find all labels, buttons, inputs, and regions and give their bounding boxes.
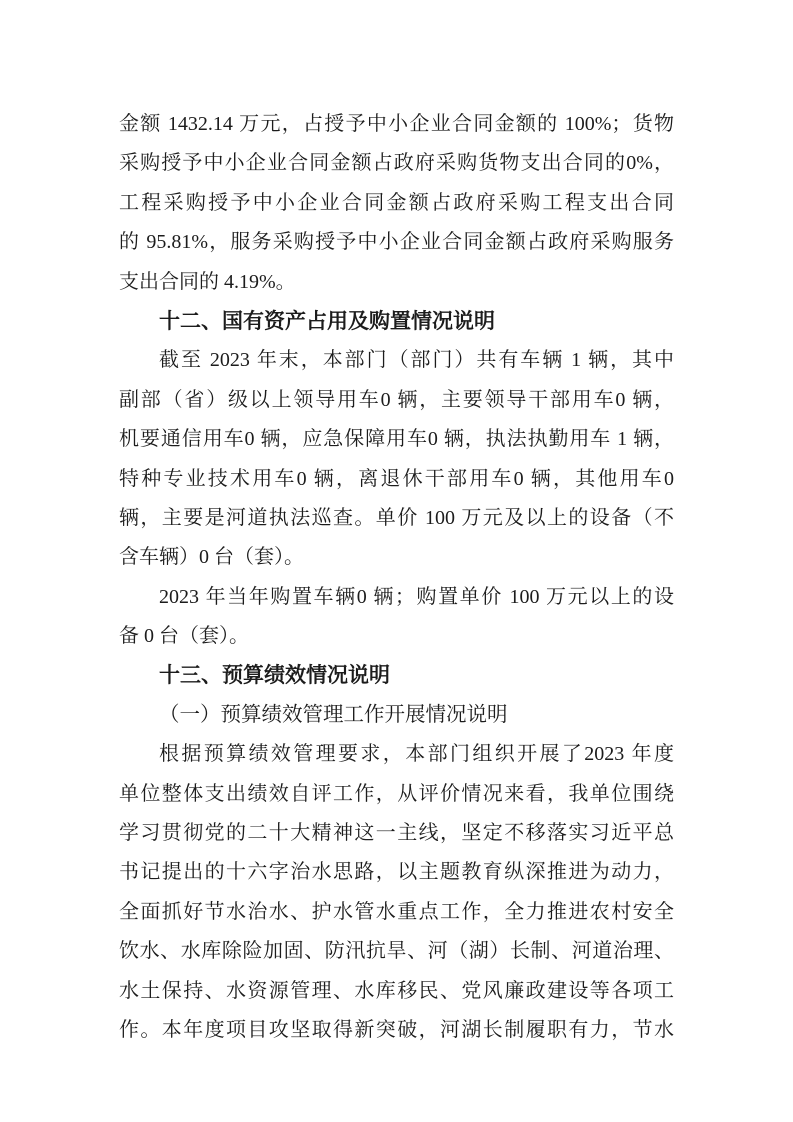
- section-13-heading: 十三、预算绩效情况说明: [159, 664, 390, 688]
- body-line: 副部（省）级以上领导用车0 辆，主要领导干部用车0 辆，: [119, 388, 674, 411]
- body-line: 水土保持、水资源管理、水库移民、党风廉政建设等各项工: [119, 979, 674, 1002]
- body-line: 根据预算绩效管理要求，本部门组织开展了2023 年度: [159, 743, 674, 766]
- body-line: 金额 1432.14 万元，占授予中小企业合同金额的 100%；货物: [119, 113, 674, 135]
- body-line: 学习贯彻党的二十大精神这一主线，坚定不移落实习近平总: [119, 822, 674, 845]
- body-line: 采购授予中小企业合同金额占政府采购货物支出合同的0%，: [119, 152, 674, 175]
- body-line: 支出合同的 4.19%。: [119, 270, 296, 293]
- body-line: 备 0 台（套）。: [119, 625, 249, 648]
- body-line: 作。本年度项目攻坚取得新突破，河湖长制履职有力，节水: [119, 1018, 674, 1041]
- body-line: 的 95.81%，服务采购授予中小企业合同金额占政府采购服务: [119, 231, 674, 254]
- subsection-1-heading: （一）预算绩效管理工作开展情况说明: [159, 703, 508, 726]
- section-12-heading: 十二、国有资产占用及购置情况说明: [159, 309, 495, 333]
- body-line: 截至 2023 年末，本部门（部门）共有车辆 1 辆，其中: [159, 349, 674, 372]
- body-line: 机要通信用车0 辆，应急保障用车0 辆，执法执勤用车 1 辆，: [119, 428, 674, 451]
- body-line: 含车辆）0 台（套）。: [119, 546, 304, 569]
- body-line: 全面抓好节水治水、护水管水重点工作，全力推进农村安全: [119, 900, 674, 923]
- body-line: 饮水、水库除险加固、防汛抗旱、河（湖）长制、河道治理、: [119, 940, 674, 963]
- body-line: 单位整体支出绩效自评工作，从评价情况来看，我单位围绕: [119, 782, 674, 805]
- body-line: 2023 年当年购置车辆0 辆；购置单价 100 万元以上的设: [159, 585, 674, 608]
- body-line: 辆，主要是河道执法巡查。单价 100 万元及以上的设备（不: [119, 506, 674, 529]
- body-line: 书记提出的十六字治水思路，以主题教育纵深推进为动力，: [119, 861, 674, 884]
- body-line: 工程采购授予中小企业合同金额占政府采购工程支出合同: [119, 191, 674, 214]
- body-line: 特种专业技术用车0 辆，离退休干部用车0 辆，其他用车0: [119, 467, 674, 490]
